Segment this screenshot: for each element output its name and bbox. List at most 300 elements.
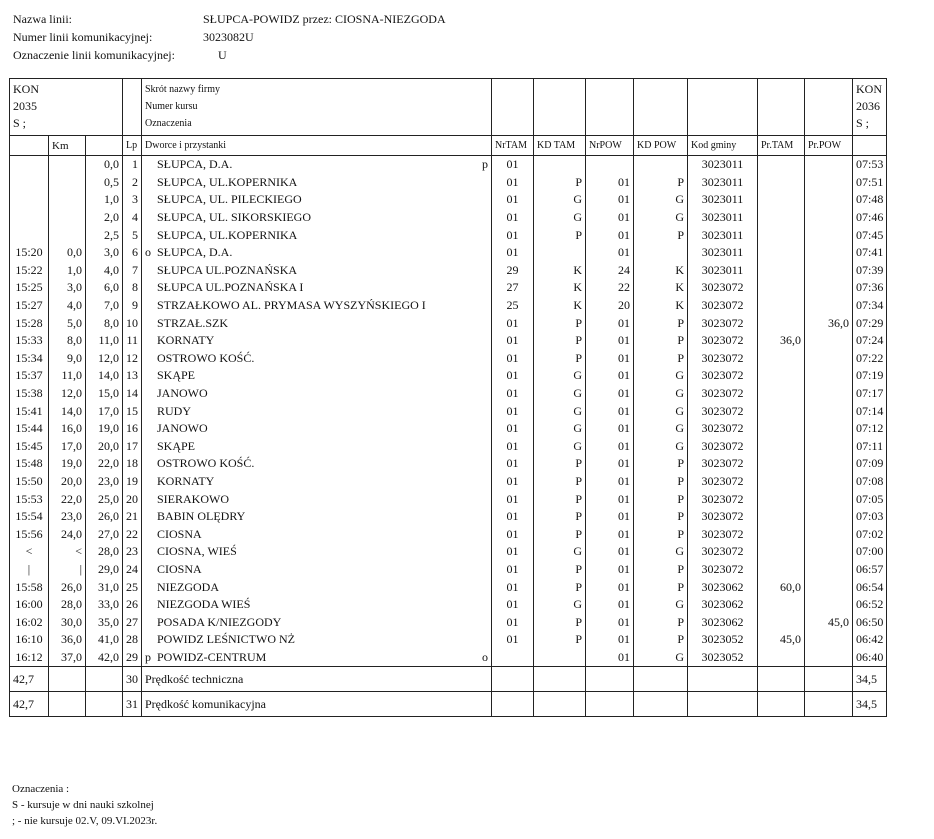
- stop-return-time: 07:46: [853, 209, 887, 227]
- stop-nrpow: 01: [586, 367, 634, 385]
- stop-kdtam: P: [534, 174, 586, 192]
- stop-prtam: 45,0: [758, 631, 805, 649]
- stop-km-total: 3,0: [86, 244, 123, 262]
- stop-name-text: CIOSNA: [157, 561, 202, 576]
- stop-kdtam: P: [534, 332, 586, 350]
- stop-lp: 9: [123, 297, 142, 315]
- stop-prtam: [758, 226, 805, 244]
- stop-kod-gminy: 3023011: [688, 156, 758, 174]
- stop-name: [142, 332, 492, 350]
- stop-nrpow: 01: [586, 455, 634, 473]
- stop-kod-gminy: 3023062: [688, 596, 758, 614]
- stop-departure-time: 15:28: [10, 314, 49, 332]
- stop-nrtam: 01: [492, 473, 534, 491]
- stop-return-time: 07:36: [853, 279, 887, 297]
- stop-km-course: [49, 174, 86, 192]
- stop-prpow: [805, 578, 853, 596]
- stop-kod-gminy: 3023052: [688, 649, 758, 667]
- stop-nrpow: 01: [586, 631, 634, 649]
- stop-return-time: 07:05: [853, 490, 887, 508]
- stop-departure-time: 15:58: [10, 578, 49, 596]
- stop-kdpow: [634, 244, 688, 262]
- stop-prtam: [758, 420, 805, 438]
- stop-nrtam: 01: [492, 174, 534, 192]
- stop-return-time: 07:02: [853, 525, 887, 543]
- stops-body: [10, 156, 887, 667]
- stop-nrtam: 01: [492, 367, 534, 385]
- stop-nrtam: 29: [492, 262, 534, 280]
- stop-lp: 23: [123, 543, 142, 561]
- col-header-kod-gminy: Kod gminy: [688, 136, 758, 156]
- markings-label: Oznaczenia: [145, 118, 192, 129]
- col-header-nrpow: NrPOW: [586, 136, 634, 156]
- stop-lp: 11: [123, 332, 142, 350]
- stop-km-total: 8,0: [86, 314, 123, 332]
- stop-nrtam: 01: [492, 226, 534, 244]
- stop-prtam: [758, 385, 805, 403]
- blank-cell: [758, 79, 805, 136]
- stop-return-time: 07:45: [853, 226, 887, 244]
- stop-kdpow: P: [634, 525, 688, 543]
- notes-title: Oznaczenia :: [12, 783, 70, 795]
- stop-km-course: 14,0: [49, 402, 86, 420]
- stop-name: [142, 402, 492, 420]
- timetable: [9, 78, 887, 717]
- stop-kdpow: [634, 156, 688, 174]
- stop-kdtam: G: [534, 402, 586, 420]
- table-row: [10, 367, 887, 385]
- stop-lp: 14: [123, 385, 142, 403]
- stop-lp: 27: [123, 613, 142, 631]
- blank-cell: [586, 79, 634, 136]
- stop-nrpow: 01: [586, 332, 634, 350]
- stop-prpow: [805, 385, 853, 403]
- stop-name: [142, 156, 492, 174]
- stop-nrtam: 01: [492, 438, 534, 456]
- stop-lp: 15: [123, 402, 142, 420]
- table-row: [10, 244, 887, 262]
- stop-km-course: 9,0: [49, 350, 86, 368]
- stop-nrpow: 01: [586, 649, 634, 667]
- notes-legend: [12, 781, 157, 829]
- stop-departure-time: 15:48: [10, 455, 49, 473]
- stop-return-time: 07:41: [853, 244, 887, 262]
- table-row: [10, 297, 887, 315]
- stop-prpow: [805, 156, 853, 174]
- stop-lp: 1: [123, 156, 142, 174]
- stop-kdtam: G: [534, 191, 586, 209]
- stop-kdtam: G: [534, 420, 586, 438]
- stop-name: [142, 314, 492, 332]
- stop-km-total: 0,5: [86, 174, 123, 192]
- note-line: S - kursuje w dni nauki szkolnej: [12, 799, 154, 811]
- table-row: [10, 578, 887, 596]
- stop-km-total: 7,0: [86, 297, 123, 315]
- line-name-label: Nazwa linii:: [13, 12, 72, 26]
- stop-name-text: SŁUPCA, UL.KOPERNIKA: [157, 227, 298, 242]
- stop-kdpow: P: [634, 455, 688, 473]
- stop-nrpow: 01: [586, 561, 634, 579]
- blank-cell: [492, 79, 534, 136]
- firm-labels: [142, 79, 492, 136]
- col-header-kdpow: KD POW: [634, 136, 688, 156]
- stop-km-course: 37,0: [49, 649, 86, 667]
- table-row: [10, 191, 887, 209]
- stop-prpow: [805, 209, 853, 227]
- stop-km-total: 41,0: [86, 631, 123, 649]
- stop-kdpow: P: [634, 613, 688, 631]
- stop-km-total: 14,0: [86, 367, 123, 385]
- stop-departure-time: 15:41: [10, 402, 49, 420]
- stop-nrpow: 01: [586, 226, 634, 244]
- stop-km-total: 4,0: [86, 262, 123, 280]
- stop-departure-time: [10, 209, 49, 227]
- stop-name: [142, 244, 492, 262]
- technical-speed-label: Prędkość techniczna: [142, 667, 492, 692]
- table-row: [10, 350, 887, 368]
- stop-suffix-mark: o: [482, 649, 488, 664]
- stop-name-text: BABIN OLĘDRY: [157, 509, 246, 524]
- stop-name-text: JANOWO: [157, 421, 208, 436]
- stop-kdtam: K: [534, 297, 586, 315]
- line-name-value: SŁUPCA-POWIDZ przez: CIOSNA-NIEZGODA: [203, 12, 446, 26]
- stop-km-course: 17,0: [49, 438, 86, 456]
- stop-lp: 24: [123, 561, 142, 579]
- stop-return-time: 07:11: [853, 438, 887, 456]
- stop-kdpow: P: [634, 473, 688, 491]
- stop-km-total: 42,0: [86, 649, 123, 667]
- stop-kod-gminy: 3023072: [688, 350, 758, 368]
- table-row: [10, 631, 887, 649]
- stop-prtam: [758, 262, 805, 280]
- blank-cell: [534, 692, 586, 717]
- blank-cell: [688, 667, 758, 692]
- stop-km-course: 1,0: [49, 262, 86, 280]
- line-mark-value: U: [218, 48, 227, 62]
- stop-nrtam: 01: [492, 420, 534, 438]
- stop-prtam: [758, 613, 805, 631]
- stop-kdtam: P: [534, 490, 586, 508]
- table-row: [10, 385, 887, 403]
- stop-kod-gminy: 3023011: [688, 209, 758, 227]
- col-header-lp: Lp: [123, 136, 142, 156]
- stop-departure-time: 15:50: [10, 473, 49, 491]
- stop-kod-gminy: 3023052: [688, 631, 758, 649]
- stop-prtam: [758, 525, 805, 543]
- table-row: [10, 525, 887, 543]
- stop-kod-gminy: 3023072: [688, 279, 758, 297]
- stop-return-time: 07:22: [853, 350, 887, 368]
- stop-name-text: SŁUPCA, UL.KOPERNIKA: [157, 174, 298, 189]
- stop-km-course: 8,0: [49, 332, 86, 350]
- blank-cell: [688, 692, 758, 717]
- stop-kdpow: P: [634, 631, 688, 649]
- blank-cell: [586, 667, 634, 692]
- stop-nrtam: 27: [492, 279, 534, 297]
- stop-name: [142, 543, 492, 561]
- stop-prpow: [805, 191, 853, 209]
- blank-cell: [758, 667, 805, 692]
- stop-return-time: 07:19: [853, 367, 887, 385]
- stop-kod-gminy: 3023072: [688, 402, 758, 420]
- stop-km-total: 33,0: [86, 596, 123, 614]
- stop-lp: 10: [123, 314, 142, 332]
- stop-kod-gminy: 3023011: [688, 226, 758, 244]
- table-row: [10, 279, 887, 297]
- stop-name-text: SŁUPCA UL.POZNAŃSKA: [157, 262, 298, 277]
- line-number-value: 3023082U: [203, 30, 254, 44]
- stop-prpow: [805, 262, 853, 280]
- stop-km-total: 35,0: [86, 613, 123, 631]
- stop-nrtam: 01: [492, 525, 534, 543]
- stop-km-course: 22,0: [49, 490, 86, 508]
- stop-kod-gminy: 3023072: [688, 508, 758, 526]
- stop-km-course: [49, 156, 86, 174]
- technical-speed-right: 34,5: [853, 667, 887, 692]
- stop-kdpow: P: [634, 314, 688, 332]
- blank-cell: [49, 667, 86, 692]
- stop-kdpow: P: [634, 350, 688, 368]
- stop-name: [142, 596, 492, 614]
- stop-prtam: [758, 279, 805, 297]
- stop-nrpow: 01: [586, 508, 634, 526]
- stop-kdtam: [534, 156, 586, 174]
- stop-departure-time: [10, 156, 49, 174]
- stop-kdtam: P: [534, 314, 586, 332]
- stop-km-total: 2,5: [86, 226, 123, 244]
- stop-name-text: RUDY: [157, 403, 192, 418]
- stop-prtam: [758, 438, 805, 456]
- table-row: [10, 508, 887, 526]
- table-row: [10, 613, 887, 631]
- stop-kdpow: G: [634, 385, 688, 403]
- stop-prpow: [805, 244, 853, 262]
- stop-prtam: [758, 244, 805, 262]
- stop-suffix-mark: p: [482, 157, 488, 172]
- stop-kdpow: P: [634, 508, 688, 526]
- stop-name: [142, 262, 492, 280]
- stop-prtam: [758, 367, 805, 385]
- stop-departure-time: [10, 174, 49, 192]
- stop-kdtam: [534, 649, 586, 667]
- stop-nrtam: 01: [492, 350, 534, 368]
- stop-km-course: [49, 191, 86, 209]
- stop-name-text: NIEZGODA: [157, 579, 219, 594]
- stop-prpow: [805, 490, 853, 508]
- stop-name: [142, 473, 492, 491]
- line-mark-label: Oznaczenie linii komunikacyjnej:: [13, 48, 175, 62]
- stop-prpow: [805, 332, 853, 350]
- stop-kdtam: P: [534, 350, 586, 368]
- stop-kdpow: G: [634, 191, 688, 209]
- blank-cell: [492, 692, 534, 717]
- line-header: [13, 11, 613, 63]
- table-row: [10, 543, 887, 561]
- stop-name-text: OSTROWO KOŚĆ.: [157, 350, 255, 365]
- stop-lp: 3: [123, 191, 142, 209]
- stop-nrtam: 01: [492, 156, 534, 174]
- stop-lp: 19: [123, 473, 142, 491]
- stop-departure-time: 15:33: [10, 332, 49, 350]
- stop-nrtam: 01: [492, 490, 534, 508]
- stop-return-time: 07:00: [853, 543, 887, 561]
- stop-name-text: OSTROWO KOŚĆ.: [157, 456, 255, 471]
- left-course-info: [10, 79, 123, 136]
- stop-nrtam: 01: [492, 314, 534, 332]
- stop-prpow: [805, 350, 853, 368]
- col-header-prpow: Pr.POW: [805, 136, 853, 156]
- stop-kdtam: P: [534, 561, 586, 579]
- stop-km-total: 2,0: [86, 209, 123, 227]
- stop-kdtam: G: [534, 596, 586, 614]
- footer-row-technical-speed: [10, 667, 887, 692]
- stop-name: [142, 613, 492, 631]
- stop-name-text: SŁUPCA, UL. PILECKIEGO: [157, 192, 302, 207]
- stop-kdpow: G: [634, 438, 688, 456]
- table-row: [10, 420, 887, 438]
- stop-lp: 6: [123, 244, 142, 262]
- stop-kdpow: K: [634, 279, 688, 297]
- stop-kdpow: K: [634, 297, 688, 315]
- stop-nrtam: 01: [492, 385, 534, 403]
- stop-prpow: [805, 420, 853, 438]
- stop-km-total: 28,0: [86, 543, 123, 561]
- stop-km-course: 36,0: [49, 631, 86, 649]
- stop-kdtam: [534, 244, 586, 262]
- course-header-row: [10, 79, 887, 136]
- stop-name: [142, 490, 492, 508]
- stop-prpow: [805, 649, 853, 667]
- stop-prtam: 36,0: [758, 332, 805, 350]
- stop-prpow: [805, 508, 853, 526]
- blank-cell: [805, 667, 853, 692]
- stop-kod-gminy: 3023072: [688, 314, 758, 332]
- left-course-company: KON: [13, 82, 39, 96]
- table-row: [10, 455, 887, 473]
- stop-prtam: [758, 508, 805, 526]
- stop-kod-gminy: 3023072: [688, 525, 758, 543]
- stop-km-total: 26,0: [86, 508, 123, 526]
- right-course-info: [853, 79, 887, 136]
- blank-cell: [634, 667, 688, 692]
- stop-kdtam: P: [534, 226, 586, 244]
- blank-cell: [688, 79, 758, 136]
- col-header-nrtam: NrTAM: [492, 136, 534, 156]
- table-row: [10, 596, 887, 614]
- stop-km-course: [49, 209, 86, 227]
- stop-lp: 16: [123, 420, 142, 438]
- stop-km-total: 29,0: [86, 561, 123, 579]
- table-row: [10, 332, 887, 350]
- stop-nrpow: 01: [586, 191, 634, 209]
- course-number-label: Numer kursu: [145, 101, 198, 112]
- stop-kod-gminy: 3023072: [688, 543, 758, 561]
- stop-return-time: 06:40: [853, 649, 887, 667]
- stop-prpow: [805, 438, 853, 456]
- stop-km-course: 23,0: [49, 508, 86, 526]
- stop-name: [142, 631, 492, 649]
- stop-kdpow: P: [634, 561, 688, 579]
- stop-kdpow: G: [634, 596, 688, 614]
- stop-departure-time: 16:12: [10, 649, 49, 667]
- stop-nrpow: 01: [586, 473, 634, 491]
- stop-prtam: [758, 561, 805, 579]
- stop-kod-gminy: 3023072: [688, 455, 758, 473]
- stop-nrpow: 01: [586, 525, 634, 543]
- stop-km-course: 20,0: [49, 473, 86, 491]
- stop-departure-time: 15:45: [10, 438, 49, 456]
- stop-nrpow: 24: [586, 262, 634, 280]
- stop-km-course: [49, 226, 86, 244]
- stop-nrtam: 01: [492, 332, 534, 350]
- stop-name-text: KORNATY: [157, 473, 215, 488]
- stop-nrtam: 01: [492, 561, 534, 579]
- technical-speed-left: 42,7: [10, 667, 49, 692]
- stop-kdtam: G: [534, 543, 586, 561]
- stop-name: [142, 367, 492, 385]
- stop-lp: 5: [123, 226, 142, 244]
- stop-name: [142, 561, 492, 579]
- stop-departure-time: 16:00: [10, 596, 49, 614]
- stop-prtam: [758, 649, 805, 667]
- stop-prpow: 36,0: [805, 314, 853, 332]
- stop-name-text: SKĄPE: [157, 438, 196, 453]
- stop-name-text: CIOSNA: [157, 526, 202, 541]
- stop-name-text: KORNATY: [157, 333, 215, 348]
- table-row: [10, 174, 887, 192]
- stop-lp: 28: [123, 631, 142, 649]
- stop-nrtam: [492, 649, 534, 667]
- stop-nrpow: 01: [586, 490, 634, 508]
- stop-nrtam: 01: [492, 508, 534, 526]
- stop-nrpow: 01: [586, 420, 634, 438]
- stop-prpow: [805, 226, 853, 244]
- stop-return-time: 07:17: [853, 385, 887, 403]
- stop-km-course: 12,0: [49, 385, 86, 403]
- stop-nrtam: 01: [492, 596, 534, 614]
- stop-return-time: 07:03: [853, 508, 887, 526]
- stop-nrpow: 01: [586, 244, 634, 262]
- stop-return-time: 06:54: [853, 578, 887, 596]
- stop-prpow: [805, 174, 853, 192]
- stop-return-time: 07:39: [853, 262, 887, 280]
- stop-km-course: 0,0: [49, 244, 86, 262]
- stop-name-text: NIEZGODA WIEŚ: [157, 597, 251, 612]
- stop-km-total: 17,0: [86, 402, 123, 420]
- stop-prpow: [805, 367, 853, 385]
- stop-name: [142, 279, 492, 297]
- blank-cell: [534, 667, 586, 692]
- stop-name: [142, 438, 492, 456]
- line-number-label: Numer linii komunikacyjnej:: [13, 30, 153, 44]
- stop-nrtam: 25: [492, 297, 534, 315]
- stop-prpow: [805, 631, 853, 649]
- stop-lp: 18: [123, 455, 142, 473]
- stop-km-course: 24,0: [49, 525, 86, 543]
- table-row: [10, 262, 887, 280]
- col-header-kdtam: KD TAM: [534, 136, 586, 156]
- stop-kdtam: G: [534, 438, 586, 456]
- stop-kdpow: P: [634, 226, 688, 244]
- table-row: [10, 438, 887, 456]
- stop-kdpow: P: [634, 174, 688, 192]
- stop-kod-gminy: 3023072: [688, 438, 758, 456]
- stop-name-text: SKĄPE: [157, 368, 196, 383]
- stop-name: [142, 226, 492, 244]
- table-row: [10, 314, 887, 332]
- stop-return-time: 07:14: [853, 402, 887, 420]
- col-header-stops: Dworce i przystanki: [142, 136, 492, 156]
